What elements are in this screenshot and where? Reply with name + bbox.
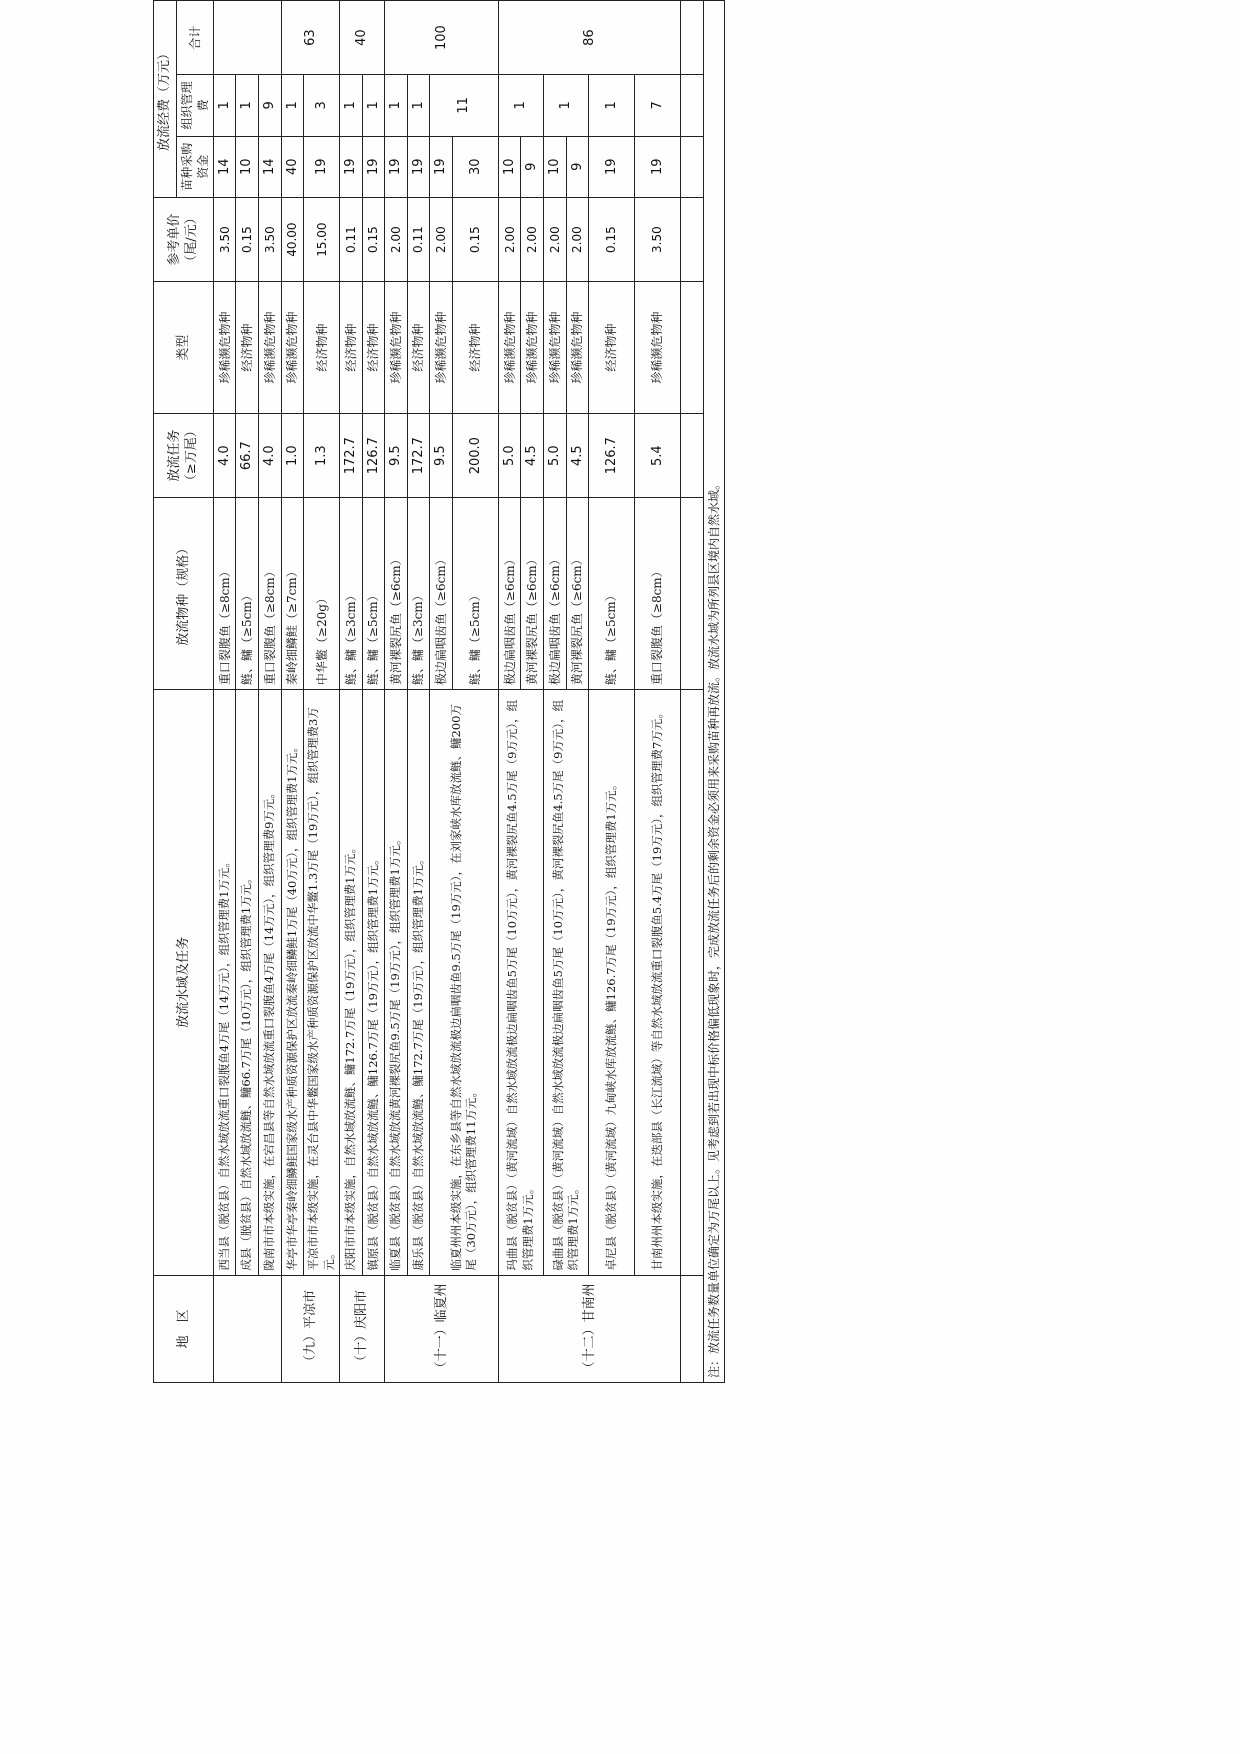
org-cell: 1 xyxy=(236,75,259,136)
table-row xyxy=(213,1,236,1383)
category-cell: 珍稀濒危物种 xyxy=(213,282,236,414)
task-cell: 庆阳市市本级实施，自然水域放流鲢、鳙172.7万尾（19万元），组织管理费1万元。 xyxy=(340,690,363,1276)
quota-cell: 4.0 xyxy=(259,413,282,497)
species-cell: 秦岭细鳞鲑（≥7cm） xyxy=(281,498,304,690)
table-note: 注：放流任务数量单位确定为万尾以上。见考虑到若出现中标价格偏低现象时，完成放流任务后的剩余资金必须用来采购苗种再放流。放流水域为所列县区境内自然水域。 xyxy=(704,1,725,1383)
table-row xyxy=(543,1,566,1383)
species-cell: 鲢、鳙（≥3cm） xyxy=(407,498,430,690)
price-cell: 2.00 xyxy=(385,197,408,281)
region-cell-gannan: （十二）甘南州 xyxy=(498,1275,680,1382)
seed-cell: 10 xyxy=(236,136,259,197)
price-cell: 15.00 xyxy=(304,197,340,281)
price-cell: 0.15 xyxy=(236,197,259,281)
category-cell: 经济物种 xyxy=(362,282,385,414)
category-cell: 经济物种 xyxy=(304,282,340,414)
empty-cell xyxy=(681,1,704,75)
seed-cell: 14 xyxy=(259,136,282,197)
org-cell: 11 xyxy=(430,75,499,136)
total-cell-qingyang: 40 xyxy=(340,1,385,75)
task-cell: 卓尼县（脱贫县）（黄河流域）九甸峡水库放流鲢、鳙126.7万尾（19万元），组织管理费1万元。 xyxy=(589,690,635,1276)
total-cell-blank xyxy=(213,1,281,75)
quota-cell: 1.3 xyxy=(304,413,340,497)
quota-cell: 200.0 xyxy=(452,413,498,497)
table-row xyxy=(681,1,704,1383)
species-cell: 极边扁咽齿鱼（≥6cm） xyxy=(543,498,566,690)
org-cell: 7 xyxy=(635,75,681,136)
price-cell: 2.00 xyxy=(566,197,589,281)
empty-cell xyxy=(681,197,704,281)
seed-cell: 10 xyxy=(498,136,521,197)
price-cell: 0.15 xyxy=(589,197,635,281)
species-cell: 鲢、鳙（≥3cm） xyxy=(340,498,363,690)
empty-cell xyxy=(681,498,704,690)
price-cell: 2.00 xyxy=(430,197,453,281)
table-row xyxy=(407,1,430,1383)
table-row xyxy=(498,1,521,1383)
seed-cell: 19 xyxy=(362,136,385,197)
price-cell: 2.00 xyxy=(498,197,521,281)
category-cell: 珍稀濒危物种 xyxy=(259,282,282,414)
task-cell: 陇南市市本级实施，在宕昌县等自然水域放流重口裂腹鱼4万尾（14万元），组织管理费9万元。 xyxy=(259,690,282,1276)
price-cell: 0.15 xyxy=(452,197,498,281)
category-cell: 经济物种 xyxy=(236,282,259,414)
table-row xyxy=(635,1,681,1383)
price-cell: 3.50 xyxy=(259,197,282,281)
total-cell-gannan: 86 xyxy=(498,1,680,75)
category-cell: 珍稀濒危物种 xyxy=(521,282,544,414)
category-cell: 经济物种 xyxy=(589,282,635,414)
table-row xyxy=(430,1,453,1383)
species-cell: 鲢、鳙（≥5cm） xyxy=(236,498,259,690)
quota-cell: 126.7 xyxy=(362,413,385,497)
empty-cell xyxy=(681,282,704,414)
table-row xyxy=(362,1,385,1383)
header-org-fee: 组织管理费 xyxy=(176,75,213,136)
quota-cell: 4.0 xyxy=(213,413,236,497)
total-cell-linxia: 100 xyxy=(385,1,499,75)
quota-cell: 4.5 xyxy=(521,413,544,497)
category-cell: 珍稀濒危物种 xyxy=(430,282,453,414)
price-cell: 0.15 xyxy=(362,197,385,281)
task-cell: 镇原县（脱贫县）自然水域放流鲢、鳙126.7万尾（19万元），组织管理费1万元。 xyxy=(362,690,385,1276)
category-cell: 经济物种 xyxy=(452,282,498,414)
org-cell: 1 xyxy=(543,75,588,136)
release-task-table xyxy=(153,0,725,1383)
org-cell: 1 xyxy=(362,75,385,136)
empty-cell xyxy=(681,1275,704,1382)
quota-cell: 126.7 xyxy=(589,413,635,497)
quota-cell: 9.5 xyxy=(385,413,408,497)
seed-cell: 19 xyxy=(430,136,453,197)
price-cell: 0.11 xyxy=(407,197,430,281)
seed-cell: 19 xyxy=(407,136,430,197)
header-funds-group: 放流经费（万元） xyxy=(154,1,177,198)
org-cell: 1 xyxy=(589,75,635,136)
seed-cell: 9 xyxy=(566,136,589,197)
task-cell: 西当县（脱贫县）自然水域放流重口裂腹鱼4万尾（14万元），组织管理费1万元。 xyxy=(213,690,236,1276)
price-cell: 2.00 xyxy=(543,197,566,281)
seed-cell: 19 xyxy=(589,136,635,197)
org-cell: 3 xyxy=(304,75,340,136)
species-cell: 极边扁咽齿鱼（≥6cm） xyxy=(430,498,453,690)
task-cell: 临夏县（脱贫县）自然水域放流黄河裸裂尻鱼9.5万尾（19万元），组织管理费1万元。 xyxy=(385,690,408,1276)
category-cell: 珍稀濒危物种 xyxy=(498,282,521,414)
note-row xyxy=(704,1,725,1383)
price-cell: 40.00 xyxy=(281,197,304,281)
rotated-table-container xyxy=(153,0,830,1383)
header-unit-price: 参考单价（尾/元） xyxy=(154,197,214,281)
quota-cell: 5.4 xyxy=(635,413,681,497)
price-cell: 2.00 xyxy=(521,197,544,281)
table-row xyxy=(385,1,408,1383)
org-cell: 1 xyxy=(213,75,236,136)
category-cell: 经济物种 xyxy=(340,282,363,414)
category-cell: 珍稀濒危物种 xyxy=(385,282,408,414)
header-task: 放流水域及任务 xyxy=(154,690,214,1276)
table-row xyxy=(304,1,340,1383)
seed-cell: 19 xyxy=(340,136,363,197)
region-cell-linxia: （十一）临夏州 xyxy=(385,1275,499,1382)
quota-cell: 172.7 xyxy=(407,413,430,497)
task-cell: 碌曲县（脱贫县）（黄河流域）自然水域放流极边扁咽齿鱼5万尾（10万元），黄河裸裂尻鱼4.5万尾（9万元），组织管理费1万元。 xyxy=(543,690,588,1276)
category-cell: 珍稀濒危物种 xyxy=(543,282,566,414)
price-cell: 3.50 xyxy=(213,197,236,281)
empty-cell xyxy=(681,690,704,1276)
species-cell: 极边扁咽齿鱼（≥6cm） xyxy=(498,498,521,690)
species-cell: 重口裂腹鱼（≥8cm） xyxy=(213,498,236,690)
task-cell: 成县（脱贫县）自然水域放流鲢、鳙66.7万尾（10万元），组织管理费1万元。 xyxy=(236,690,259,1276)
seed-cell: 19 xyxy=(635,136,681,197)
seed-cell: 19 xyxy=(304,136,340,197)
header-row-1 xyxy=(154,1,177,1383)
task-cell: 甘南州州本级实施，在迭部县（长江流域）等自然水域放流重口裂腹鱼5.4万尾（19万元），组织管理费7万元。 xyxy=(635,690,681,1276)
seed-cell: 10 xyxy=(543,136,566,197)
empty-cell xyxy=(681,136,704,197)
org-cell: 1 xyxy=(340,75,363,136)
task-cell: 康乐县（脱贫县）自然水域放流鲢、鳙172.7万尾（19万元），组织管理费1万元。 xyxy=(407,690,430,1276)
header-species: 放流物种（规格） xyxy=(154,498,214,690)
seed-cell: 19 xyxy=(385,136,408,197)
table-row xyxy=(236,1,259,1383)
species-cell: 鲢、鳙（≥5cm） xyxy=(589,498,635,690)
empty-cell xyxy=(681,413,704,497)
empty-cell xyxy=(681,75,704,136)
species-cell: 重口裂腹鱼（≥8cm） xyxy=(635,498,681,690)
quota-cell: 4.5 xyxy=(566,413,589,497)
seed-cell: 30 xyxy=(452,136,498,197)
species-cell: 黄河裸裂尻鱼（≥6cm） xyxy=(385,498,408,690)
org-cell: 1 xyxy=(281,75,304,136)
table-row xyxy=(281,1,304,1383)
task-cell: 玛曲县（脱贫县）（黄河流域）自然水域放流极边扁咽齿鱼5万尾（10万元），黄河裸裂尻鱼4.5万尾（9万元），组织管理费1万元。 xyxy=(498,690,543,1276)
seed-cell: 14 xyxy=(213,136,236,197)
quota-cell: 66.7 xyxy=(236,413,259,497)
species-cell: 鲢、鳙（≥5cm） xyxy=(452,498,498,690)
org-cell: 1 xyxy=(385,75,408,136)
table-row xyxy=(259,1,282,1383)
quota-cell: 5.0 xyxy=(498,413,521,497)
seed-cell: 9 xyxy=(521,136,544,197)
price-cell: 3.50 xyxy=(635,197,681,281)
org-cell: 1 xyxy=(407,75,430,136)
quota-cell: 5.0 xyxy=(543,413,566,497)
org-cell: 9 xyxy=(259,75,282,136)
table-row xyxy=(589,1,635,1383)
price-cell: 0.11 xyxy=(340,197,363,281)
species-cell: 黄河裸裂尻鱼（≥6cm） xyxy=(566,498,589,690)
total-cell-pingliang: 63 xyxy=(281,1,340,75)
header-seed-funds: 苗种采购资金 xyxy=(176,136,213,197)
quota-cell: 172.7 xyxy=(340,413,363,497)
region-cell-pingliang: （九）平凉市 xyxy=(281,1275,340,1382)
region-cell-qingyang: （十）庆阳市 xyxy=(340,1275,385,1382)
category-cell: 珍稀濒危物种 xyxy=(281,282,304,414)
quota-cell: 9.5 xyxy=(430,413,453,497)
category-cell: 经济物种 xyxy=(407,282,430,414)
task-cell: 平凉市市本级实施，在灵台县中华鳖国家级水产种质资源保护区放流中华鳖1.3万尾（19万元），组织管理费3万元。 xyxy=(304,690,340,1276)
task-cell: 临夏州州本级实施，在东乡县等自然水域放流极边扁咽齿鱼9.5万尾（19万元），在刘家峡水库放流鲢、鳙200万尾（30万元），组织管理费11万元。 xyxy=(430,690,499,1276)
header-category: 类型 xyxy=(154,282,214,414)
seed-cell: 40 xyxy=(281,136,304,197)
region-cell-blank xyxy=(213,1275,281,1382)
species-cell: 重口裂腹鱼（≥8cm） xyxy=(259,498,282,690)
header-total: 合计 xyxy=(176,1,213,75)
header-region: 地 区 xyxy=(154,1275,214,1382)
table-row xyxy=(340,1,363,1383)
category-cell: 珍稀濒危物种 xyxy=(566,282,589,414)
species-cell: 黄河裸裂尻鱼（≥6cm） xyxy=(521,498,544,690)
quota-cell: 1.0 xyxy=(281,413,304,497)
org-cell: 1 xyxy=(498,75,543,136)
category-cell: 珍稀濒危物种 xyxy=(635,282,681,414)
header-quota: 放流任务（≥万尾） xyxy=(154,413,214,497)
species-cell: 中华鳖（≥20g） xyxy=(304,498,340,690)
task-cell: 华亭市华亭秦岭细鳞鲑国家级水产种质资源保护区放流秦岭细鳞鲑1万尾（40万元），组织管理费1万元。 xyxy=(281,690,304,1276)
species-cell: 鲢、鳙（≥5cm） xyxy=(362,498,385,690)
